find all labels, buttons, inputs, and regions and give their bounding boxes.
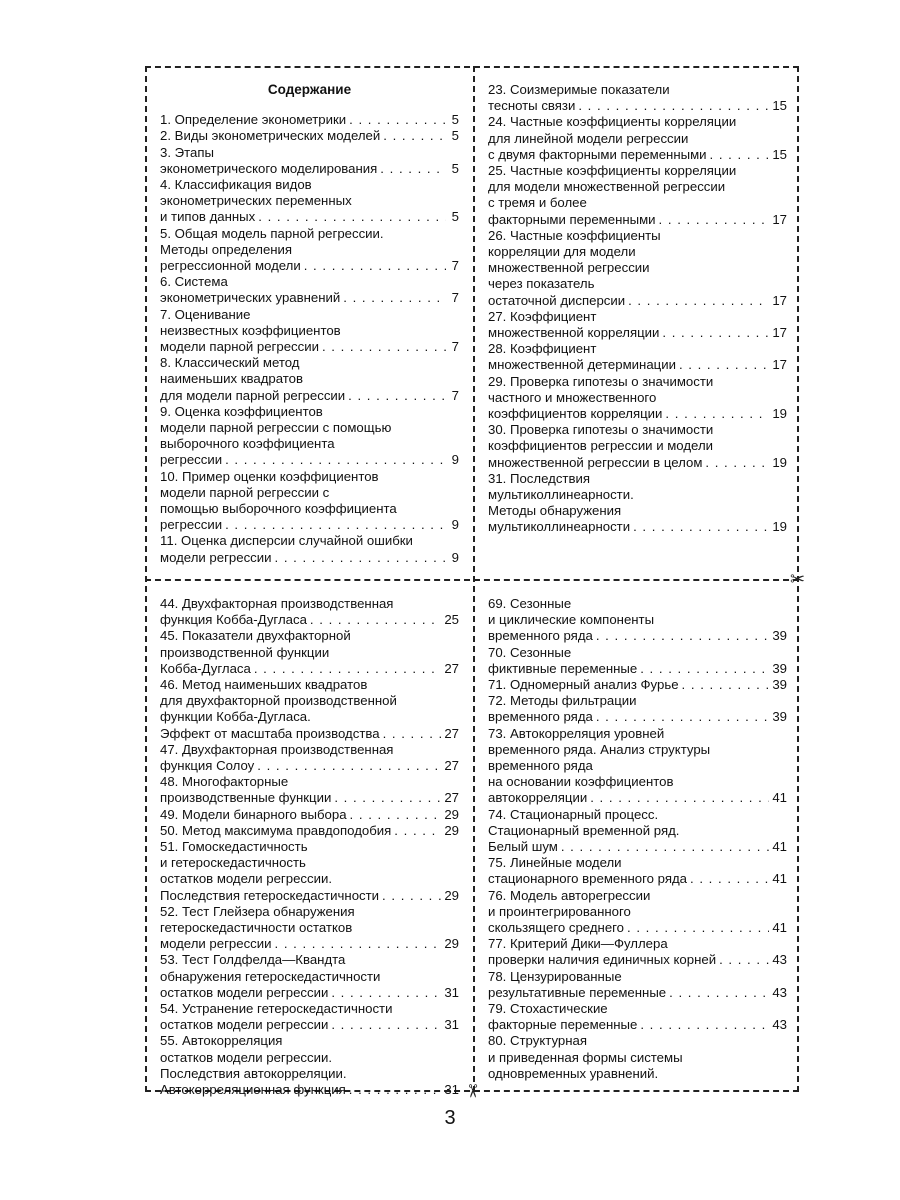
toc-entry [488,936,787,968]
toc-entry-text: одновременных уравнений. [488,1065,659,1081]
toc-entry-text: 30. Проверка гипотезы о значимости [488,422,714,438]
toc-entry-page: 41 [772,839,787,855]
dot-leader [627,920,769,936]
toc-entry-last-line [488,406,787,422]
toc-entry-text: коэффициентов корреляции [488,406,663,422]
toc-entry-text: корреляции для модели [488,244,636,260]
toc-entry-page: 27 [444,758,459,774]
toc-entry-text: Стационарный временной ряд. [488,822,680,838]
dot-leader [383,128,446,144]
dot-leader [382,888,441,904]
toc-entry-text: множественной корреляции [488,325,660,341]
toc-entry-text: 70. Сезонные [488,644,572,660]
dot-leader [225,452,446,468]
toc-entry-text: множественной регрессии в целом [488,454,703,470]
dot-leader [331,1017,441,1033]
toc-entry-last-line [160,128,459,144]
toc-entry-text: временного ряда. Анализ структуры [488,741,711,757]
toc-entry [488,693,787,725]
toc-entry-page: 17 [772,211,787,227]
toc-entry-last-line [488,455,787,471]
toc-entry-page: 17 [772,292,787,308]
toc-entry-text: Методы определения [160,241,293,257]
dot-leader [394,823,441,839]
toc-entry-page: 19 [772,454,787,470]
dot-leader [669,985,769,1001]
toc-entry-text: и гетероскедастичность [160,855,306,871]
toc-entry-last-line [160,452,459,468]
scissors-icon: ✂ [790,569,806,589]
toc-entry-page: 19 [772,406,787,422]
toc-entry-last-line [488,357,787,373]
toc-entry-page: 31 [444,1082,459,1098]
toc-entry-last-line [160,758,459,774]
toc-entry-text: и типов данных [160,209,256,225]
toc-entry-page: 5 [451,112,459,128]
toc-entry-last-line [160,661,459,677]
dot-leader [640,661,769,677]
dot-leader [349,112,446,128]
dot-leader [349,1082,442,1098]
toc-entry-text: множественной детерминации [488,357,676,373]
toc-entry-page: 17 [772,357,787,373]
dot-leader [310,612,441,628]
toc-entry-text: 75. Линейные модели [488,855,622,871]
toc-entry-last-line [488,628,787,644]
toc-entry-text: и приведенная формы системы [488,1049,683,1065]
toc-entry-text: эконометрических переменных [160,193,352,209]
toc-entry [160,952,459,1001]
toc-entry-last-line [160,790,459,806]
dot-leader [275,936,442,952]
toc-entry-page: 9 [451,517,459,533]
toc-entry-last-line [488,985,787,1001]
toc-entry-last-line [160,807,459,823]
toc-entry-text: с двумя факторными переменными [488,146,707,162]
toc-entry-text: 48. Многофакторные [160,774,289,790]
dot-leader [662,325,769,341]
dot-leader [679,357,769,373]
dot-leader [380,161,446,177]
toc-entry-text: 44. Двухфакторная производственная [160,596,394,611]
dot-leader [275,550,447,566]
toc-entry-text: модели парной регрессии с [160,484,330,500]
toc-entry-last-line [488,790,787,806]
toc-entry-text: 11. Оценка дисперсии случайной ошибки [160,533,413,549]
toc-entry-text: 69. Сезонные [488,596,572,611]
toc-entry-text: временного ряда [488,758,593,774]
toc-entry [488,422,787,471]
toc-entry-text: производственной функции [160,644,330,660]
toc-entry-text: 80. Структурная [488,1033,587,1049]
toc-entry-page: 17 [772,325,787,341]
toc-entry-text: остатков модели регрессии. [160,1049,332,1065]
toc-entry-last-line [160,936,459,952]
dot-leader [331,985,441,1001]
toc-entry [160,823,459,839]
toc-entry-last-line [160,1082,459,1098]
toc-entry-text: 46. Метод наименьших квадратов [160,677,368,693]
toc-entry [488,807,787,856]
toc-entry [160,226,459,275]
toc-entry-text: с тремя и более [488,195,587,211]
toc-entry-text: 74. Стационарный процесс. [488,806,659,822]
toc-entry-last-line [488,871,787,887]
toc-entry [160,774,459,806]
dot-leader [710,147,770,163]
dot-leader [322,339,446,355]
toc-entry-page: 39 [772,628,787,644]
toc-entry [488,309,787,341]
toc-entry-text: функции Кобба-Дугласа. [160,709,311,725]
toc-entry-page: 7 [451,290,459,306]
page-number: 3 [444,1107,456,1129]
toc-entry-text: эконометрических уравнений [160,290,341,306]
toc-entry-last-line [160,517,459,533]
toc-entry [160,112,459,128]
toc-entry-text: Методы обнаружения [488,503,622,519]
toc-entry [488,677,787,693]
toc-entry-text: 53. Тест Голдфелда—Квандта [160,952,346,968]
dot-leader [257,758,441,774]
toc-entry [160,742,459,774]
toc-entry-text: множественной регрессии [488,260,650,276]
toc-entry-page: 39 [772,709,787,725]
toc-entry-page: 29 [444,887,459,903]
toc-entry-text: через показатель [488,276,595,292]
toc-entry-text: 28. Коэффициент [488,341,597,357]
toc-entry [160,177,459,226]
dot-leader [334,790,441,806]
toc-entry-text: 24. Частные коэффициенты корреляции [488,114,737,130]
toc-entry [160,533,459,565]
toc-entry-text: коэффициентов регрессии и модели [488,438,714,454]
dot-leader [590,790,769,806]
toc-entry-text: эконометрического моделирования [160,160,378,176]
toc-entry [160,404,459,469]
dot-leader [348,388,446,404]
toc-entry [488,645,787,677]
toc-entry-text: для модели парной регрессии [160,387,346,403]
toc-entry-text: мультиколлинеарности [488,519,631,535]
horizontal-cut-line [145,579,799,581]
toc-entry [160,307,459,356]
toc-entry-page: 41 [772,790,787,806]
toc-entry-text: Автокорреляционная функция [160,1082,346,1098]
toc-entry-text: 72. Методы фильтрации [488,693,637,709]
toc-entry-text: фиктивные переменные [488,660,638,676]
toc-entry [160,145,459,177]
toc-entry-page: 27 [444,660,459,676]
toc-entry [488,596,787,645]
toc-entry-text: гетероскедастичности остатков [160,920,353,936]
toc-entry-last-line [488,839,787,855]
toc-entry-page: 7 [451,387,459,403]
toc-entry-text: функция Солоу [160,758,255,774]
toc-entry-last-line [160,161,459,177]
toc-entry-text: факторными переменными [488,211,656,227]
toc-column-1 [160,82,459,566]
toc-entry-text: 55. Автокорреляция [160,1033,283,1049]
toc-column-3 [160,596,459,1098]
toc-entry-last-line [160,1017,459,1033]
toc-entry-text: временного ряда [488,709,593,725]
toc-entry-page: 5 [451,128,459,144]
toc-entry-text: 78. Цензурированные [488,968,622,984]
toc-entry-text: 52. Тест Глейзера обнаружения [160,903,355,919]
toc-entry-text: 76. Модель авторегрессии [488,887,651,903]
toc-entry-text: 9. Оценка коэффициентов [160,403,323,419]
dot-leader [633,519,769,535]
toc-entry [160,274,459,306]
toc-entry-text: 26. Частные коэффициенты [488,227,661,243]
dot-leader [705,455,769,471]
toc-entry-text: Эффект от масштаба производства [160,725,380,741]
toc-entry [160,355,459,404]
toc-entry-page: 39 [772,660,787,676]
scissors-icon: ✂ [462,1083,483,1099]
toc-entry-last-line [488,661,787,677]
dot-leader [561,839,769,855]
dot-leader [350,807,442,823]
toc-entry-last-line [488,952,787,968]
toc-entry-last-line [488,920,787,936]
dot-leader [254,661,441,677]
toc-entry-text: 8. Классический метод [160,355,300,371]
toc-entry [160,628,459,677]
toc-entry-page: 29 [444,936,459,952]
toc-entry-text: 49. Модели бинарного выбора [160,806,347,822]
toc-entry-last-line [160,823,459,839]
toc-entry-text: 6. Система [160,274,228,290]
toc-entry-text: 31. Последствия [488,470,590,486]
toc-entry-text: на основании коэффициентов [488,774,674,790]
toc-entry-text: и проинтегрированного [488,903,631,919]
dot-leader [578,98,769,114]
toc-entry-text: 71. Одномерный анализ Фурье [488,677,679,693]
toc-entry-last-line [160,888,459,904]
toc-entry-text: 10. Пример оценки коэффициентов [160,468,379,484]
toc-entry-text: остаточной дисперсии [488,292,626,308]
toc-entry-text: Последствия гетероскедастичности [160,887,380,903]
toc-entry-text: 77. Критерий Дики—Фуллера [488,936,668,952]
toc-entry-page: 29 [444,822,459,838]
toc-entry-page: 43 [772,984,787,1000]
toc-entry [160,596,459,628]
toc-entry [488,1001,787,1033]
toc-entry-text: тесноты связи [488,98,576,114]
toc-entry [488,855,787,887]
toc-entry [488,374,787,423]
toc-entry-last-line [488,519,787,535]
toc-entry-text: Последствия автокорреляции. [160,1065,347,1081]
dot-leader [682,677,770,693]
toc-entry-text: помощью выборочного коэффициента [160,501,397,517]
toc-entry-text: для линейной модели регрессии [488,130,689,146]
toc-entry [160,128,459,144]
toc-entry [488,471,787,536]
toc-entry-text: наименьших квадратов [160,371,304,387]
toc-entry [160,839,459,904]
toc-entry-text: неизвестных коэффициентов [160,322,341,338]
toc-entry-text: скользящего среднего [488,920,625,936]
toc-entry [160,807,459,823]
toc-column-2 [488,82,787,536]
toc-entry-text: модели регрессии [160,936,272,952]
toc-entry-text: остатков модели регрессии [160,984,329,1000]
toc-entry-page: 31 [444,984,459,1000]
toc-entry-text: 23. Соизмеримые показатели [488,82,670,97]
toc-entry-last-line [160,612,459,628]
toc-entry-text: 47. Двухфакторная производственная [160,741,394,757]
toc-entry-text: частного и множественного [488,389,657,405]
toc-entry [488,726,787,807]
toc-entry [488,163,787,228]
toc-entry-text: 4. Классификация видов [160,177,312,193]
toc-entry-text: 54. Устранение гетероскедастичности [160,1001,393,1017]
toc-entry-text: 2. Виды эконометрических моделей [160,128,381,144]
toc-entry [488,969,787,1001]
toc-entry-text: выборочного коэффициента [160,436,335,452]
dot-leader [659,212,770,228]
dot-leader [343,290,446,306]
toc-entry-text: модели регрессии [160,549,272,565]
dot-leader [690,871,769,887]
toc-entry-last-line [488,212,787,228]
toc-entry-text: регрессии [160,452,223,468]
toc-entry-text: остатков модели регрессии [160,1017,329,1033]
dot-leader [665,406,769,422]
toc-entry-last-line [160,209,459,225]
toc-entry-text: Белый шум [488,839,558,855]
toc-entry-text: функция Кобба-Дугласа [160,612,307,628]
toc-entry-page: 9 [451,549,459,565]
toc-entry [488,228,787,309]
dot-leader [304,258,446,274]
toc-entry-page: 29 [444,806,459,822]
toc-entry [160,1033,459,1098]
dot-leader [596,628,769,644]
toc-entry-text: модели парной регрессии [160,339,319,355]
toc-entry-text: мультиколлинеарности. [488,487,634,503]
toc-entry [160,469,459,534]
dot-leader [719,952,769,968]
toc-entry-text: 5. Общая модель парной регрессии. [160,225,384,241]
toc-entry-last-line [160,339,459,355]
toc-entry-text: производственные функции [160,790,332,806]
toc-entry-last-line [160,290,459,306]
toc-entry-text: 25. Частные коэффициенты корреляции [488,163,737,179]
toc-entry-page: 5 [451,209,459,225]
toc-entry-page: 15 [772,146,787,162]
toc-entry-text: 3. Этапы [160,144,214,160]
toc-entry-text: обнаружения гетероскедастичности [160,968,381,984]
toc-entry-text: 7. Оценивание [160,306,251,322]
toc-entry-last-line [488,677,787,693]
dot-leader [596,709,769,725]
toc-entry-text: модели парной регрессии с помощью [160,420,392,436]
toc-column-4 [488,596,787,1082]
toc-entry-text: 1. Определение эконометрики [160,112,347,128]
toc-entry-page: 19 [772,519,787,535]
toc-entry-page: 43 [772,952,787,968]
toc-entry [160,1001,459,1033]
toc-entry-last-line [488,325,787,341]
dot-leader [628,293,769,309]
toc-entry-page: 9 [451,452,459,468]
toc-entry [488,341,787,373]
toc-entry-text: остатков модели регрессии. [160,871,332,887]
toc-entry-text: 51. Гомоскедастичность [160,839,308,855]
toc-entry-text: стационарного временного ряда [488,871,688,887]
toc-entry-last-line [160,985,459,1001]
toc-entry-page: 31 [444,1017,459,1033]
toc-entry-page: 25 [444,612,459,628]
toc-entry-text: для модели множественной регрессии [488,179,726,195]
toc-entry [488,82,787,114]
toc-entry-last-line [160,258,459,274]
dot-leader [225,517,446,533]
toc-entry [160,904,459,953]
toc-entry-last-line [160,388,459,404]
toc-entry-last-line [488,293,787,309]
toc-entry-last-line [488,147,787,163]
toc-entry-text: 27. Коэффициент [488,308,597,324]
toc-entry-last-line [488,98,787,114]
toc-entry-text: факторные переменные [488,1017,638,1033]
toc-entry-last-line [488,1017,787,1033]
toc-entry-last-line [160,726,459,742]
toc-entry-page: 43 [772,1017,787,1033]
dot-leader [383,726,442,742]
dot-leader [258,209,446,225]
toc-entry-text: 50. Метод максимума правдоподобия [160,822,392,838]
toc-entry-page: 7 [451,339,459,355]
toc-entry-page: 5 [451,160,459,176]
toc-title: Содержание [267,82,352,97]
toc-entry-text: Кобба-Дугласа [160,660,251,676]
toc-entry [160,677,459,742]
toc-entry-page: 15 [772,98,787,114]
toc-entry-page: 27 [444,725,459,741]
toc-entry-text: временного ряда [488,628,593,644]
dot-leader [640,1017,769,1033]
toc-entry-page: 41 [772,871,787,887]
toc-entry-text: 79. Стохастические [488,1001,608,1017]
toc-entry-text: 45. Показатели двухфакторной [160,628,351,644]
toc-entry-last-line [160,550,459,566]
toc-entry [488,1033,787,1082]
toc-entry-text: результативные переменные [488,984,667,1000]
toc-entry [488,114,787,163]
toc-entry-text: 73. Автокорреляция уровней [488,725,665,741]
toc-entry-last-line [488,709,787,725]
toc-entry-page: 27 [444,790,459,806]
toc-entry-text: для двухфакторной производственной [160,693,397,709]
toc-entry-page: 7 [451,258,459,274]
toc-entry [488,888,787,937]
toc-entry-text: регрессионной модели [160,258,301,274]
toc-entry-last-line [160,112,459,128]
toc-entry-page: 39 [772,677,787,693]
toc-entry-text: регрессии [160,517,223,533]
toc-entry-text: проверки наличия единичных корней [488,952,717,968]
toc-entry-text: автокорреляции [488,790,588,806]
toc-entry-text: 29. Проверка гипотезы о значимости [488,373,714,389]
toc-entry-text: и циклические компоненты [488,612,655,628]
toc-entry-page: 41 [772,920,787,936]
